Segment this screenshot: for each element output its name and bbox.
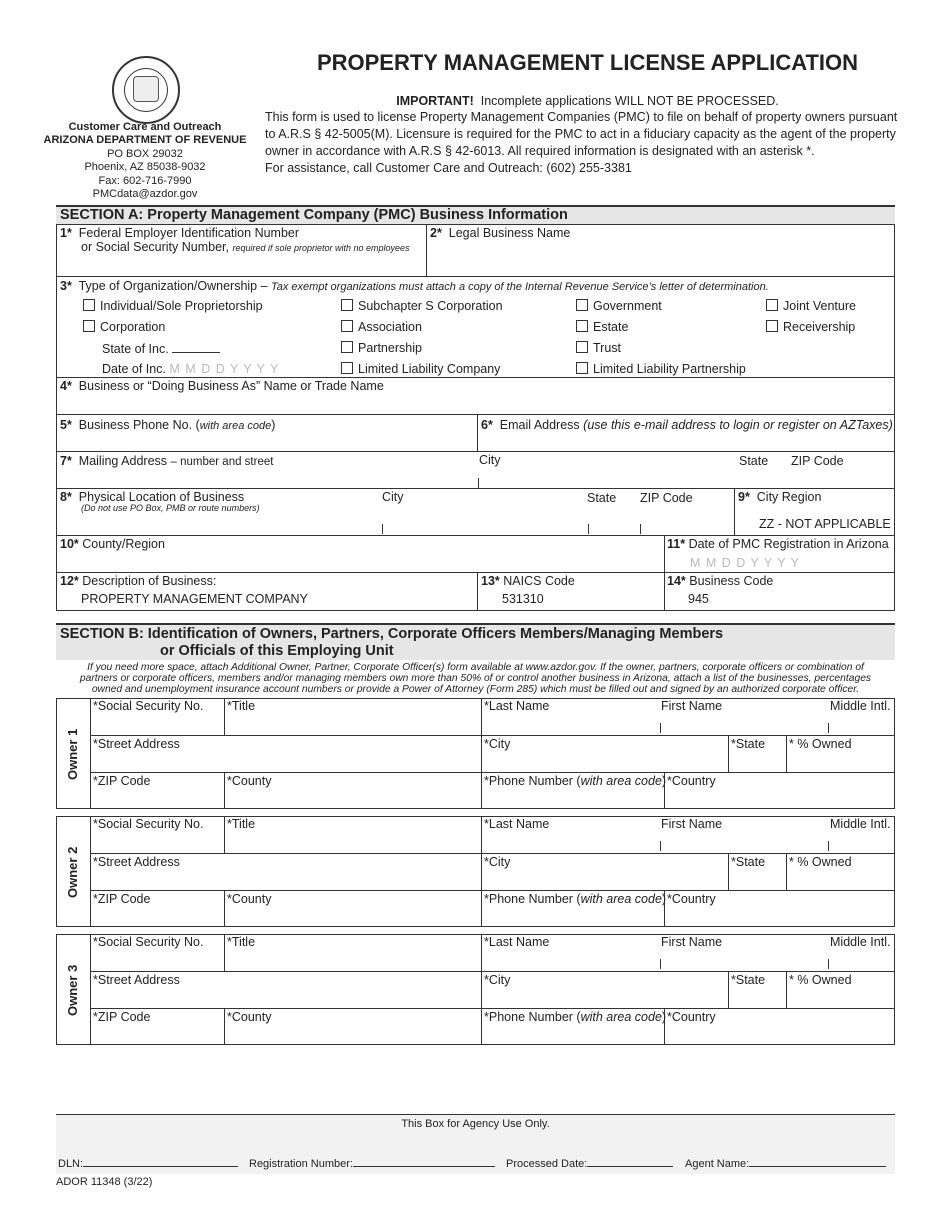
owner-2-city-field[interactable]: *City (484, 855, 511, 869)
owner-2-middle-initial-field[interactable]: Middle Intl. (830, 817, 891, 831)
org-corporation-checkbox[interactable]: Corporation (83, 320, 165, 334)
owner-3-middle-initial-field[interactable]: Middle Intl. (830, 935, 891, 949)
owner-3-block (56, 934, 895, 1045)
org-partnership-checkbox[interactable]: Partnership (341, 341, 422, 355)
physical-location-field[interactable]: 8* Physical Location of Business (60, 490, 245, 504)
owner-3-phone-field[interactable]: *Phone Number (with area code) (484, 1010, 667, 1024)
business-code-value: 945 (688, 592, 709, 606)
intro-text: This form is used to license Property Management Companies (PMC) to file on behalf of property owners pursuant to A.R.S § 42-5005(M). Licensure is required for the PMC to act in a fiduciary capacity as the agent of the property owner in accordance with A.R.S § 42-6013. All required information is designated with an asterisk *. For assistance, call Customer Care and Outreach: (602) 255-3381 (265, 110, 898, 175)
owner-3-first-name-field[interactable]: First Name (661, 935, 723, 949)
org-trust-checkbox[interactable]: Trust (576, 341, 621, 355)
owner-1-percent-owned-field[interactable]: * % Owned (789, 737, 852, 751)
org-individual-checkbox[interactable]: Individual/Sole Proprietorship (83, 299, 263, 313)
fein-field[interactable]: 1* Federal Employer Identification Number (60, 226, 300, 240)
owner-2-phone-field[interactable]: *Phone Number (with area code) (484, 892, 667, 906)
org-type-label: 3* Type of Organization/Ownership – Tax exempt organizations must attach a copy of the Internal Revenue Service’s letter of determination. (60, 279, 769, 293)
owner-2-state-field[interactable]: *State (731, 855, 766, 869)
processed-date-field: Processed Date: (506, 1158, 673, 1170)
agent-name-field: Agent Name: (685, 1158, 886, 1170)
owner-3-zip-field[interactable]: *ZIP Code (93, 1010, 151, 1024)
owner-3-percent-owned-field[interactable]: * % Owned (789, 973, 852, 987)
important-notice: IMPORTANT! Incomplete applications WILL NOT BE PROCESSED. (396, 94, 779, 108)
dln-field: DLN: (58, 1158, 238, 1170)
owner-2-title-field[interactable]: *Title (227, 817, 256, 831)
owner-3-label: Owner 3 (65, 964, 80, 1016)
description-value: PROPERTY MANAGEMENT COMPANY (81, 592, 308, 606)
org-llc-checkbox[interactable]: Limited Liability Company (341, 362, 500, 376)
physical-zip-field[interactable]: ZIP Code (640, 491, 693, 505)
org-subchapter-s-checkbox[interactable]: Subchapter S Corporation (341, 299, 503, 313)
owner-1-street-field[interactable]: *Street Address (93, 737, 180, 751)
mailing-city-field[interactable]: City (479, 453, 501, 467)
owner-2-first-name-field[interactable]: First Name (661, 817, 723, 831)
date-of-inc-field[interactable]: Date of Inc. M M D D Y Y Y Y (102, 362, 280, 376)
owner-1-city-field[interactable]: *City (484, 737, 511, 751)
owner-2-block (56, 816, 895, 927)
owner-2-zip-field[interactable]: *ZIP Code (93, 892, 151, 906)
owner-2-country-field[interactable]: *Country (667, 892, 716, 906)
state-seal-icon (112, 56, 180, 124)
owner-1-country-field[interactable]: *Country (667, 774, 716, 788)
physical-city-field[interactable]: City (382, 490, 404, 504)
pmc-registration-date-field[interactable]: 11* Date of PMC Registration in Arizona (667, 537, 889, 551)
business-phone-field[interactable]: 5* Business Phone No. (with area code) (60, 418, 276, 432)
owner-2-label: Owner 2 (65, 846, 80, 898)
legal-name-field[interactable]: 2* Legal Business Name (430, 226, 571, 240)
county-region-field[interactable]: 10* County/Region (60, 537, 165, 551)
owner-3-ssn-field[interactable]: *Social Security No. (93, 935, 204, 949)
mailing-address-field[interactable]: 7* Mailing Address – number and street (60, 454, 274, 468)
owner-1-label: Owner 1 (65, 728, 80, 780)
owner-2-percent-owned-field[interactable]: * % Owned (789, 855, 852, 869)
org-receivership-checkbox[interactable]: Receivership (766, 320, 855, 334)
section-b-note: If you need more space, attach Additional Owner, Partner, Corporate Officer(s) form available at www.azdor.gov. If the owner, partners, corporate officers or combination of partners or corporate officers, members and/or managing members own more than 50% of or control another business in Arizona, attach a list of the businesses, percentages owned and unemployment insurance account numbers or provide a Power of Attorney (Form 285) which must be filled out and signed by an authorized corporate officer. (79, 662, 872, 695)
city-region-value: ZZ - NOT APPLICABLE (759, 517, 891, 531)
page-title: PROPERTY MANAGEMENT LICENSE APPLICATION (316, 50, 859, 75)
mailing-state-field[interactable]: State (739, 454, 769, 468)
owner-1-block (56, 698, 895, 809)
owner-1-county-field[interactable]: *County (227, 774, 272, 788)
state-of-inc-field[interactable]: State of Inc. (102, 342, 220, 356)
owner-2-last-name-field[interactable]: *Last Name (484, 817, 550, 831)
owner-1-last-name-field[interactable]: *Last Name (484, 699, 550, 713)
owner-1-phone-field[interactable]: *Phone Number (with area code) (484, 774, 667, 788)
section-a-header: SECTION A: Property Management Company (PMC) Business Information (56, 205, 895, 225)
email-field[interactable]: 6* Email Address (use this e-mail address to login or register on AZTaxes) (481, 418, 893, 432)
org-llp-checkbox[interactable]: Limited Liability Partnership (576, 362, 746, 376)
business-code-label: 14* Business Code (667, 574, 774, 588)
owner-1-ssn-field[interactable]: *Social Security No. (93, 699, 204, 713)
mailing-zip-field[interactable]: ZIP Code (791, 454, 844, 468)
owner-3-county-field[interactable]: *County (227, 1010, 272, 1024)
org-joint-venture-checkbox[interactable]: Joint Venture (766, 299, 856, 313)
naics-label: 13* NAICS Code (481, 574, 575, 588)
org-estate-checkbox[interactable]: Estate (576, 320, 628, 334)
section-b-header: SECTION B: Identification of Owners, Partners, Corporate Officers Members/Managing Members or Officials of this Employing Unit (56, 623, 895, 660)
org-association-checkbox[interactable]: Association (341, 320, 422, 334)
owner-1-middle-initial-field[interactable]: Middle Intl. (830, 699, 891, 713)
owner-3-last-name-field[interactable]: *Last Name (484, 935, 550, 949)
owner-3-state-field[interactable]: *State (731, 973, 766, 987)
owner-3-title-field[interactable]: *Title (227, 935, 256, 949)
owner-1-first-name-field[interactable]: First Name (661, 699, 723, 713)
description-label: 12* Description of Business: (60, 574, 217, 588)
owner-1-title-field[interactable]: *Title (227, 699, 256, 713)
agency-address: Customer Care and Outreach ARIZONA DEPARTMENT OF REVENUE PO BOX 29032 Phoenix, AZ 85038-9032 Fax: 602-716-7990 PMCdata@azdor.gov (43, 121, 247, 201)
org-government-checkbox[interactable]: Government (576, 299, 662, 313)
physical-state-field[interactable]: State (587, 491, 617, 505)
naics-value: 531310 (502, 592, 544, 606)
agency-use-label: This Box for Agency Use Only. (401, 1118, 550, 1130)
owner-3-city-field[interactable]: *City (484, 973, 511, 987)
registration-number-field: Registration Number: (249, 1158, 495, 1170)
owner-3-country-field[interactable]: *Country (667, 1010, 716, 1024)
owner-2-county-field[interactable]: *County (227, 892, 272, 906)
owner-2-street-field[interactable]: *Street Address (93, 855, 180, 869)
owner-2-ssn-field[interactable]: *Social Security No. (93, 817, 204, 831)
form-number: ADOR 11348 (3/22) (56, 1176, 153, 1188)
owner-1-state-field[interactable]: *State (731, 737, 766, 751)
owner-3-street-field[interactable]: *Street Address (93, 973, 180, 987)
owner-1-zip-field[interactable]: *ZIP Code (93, 774, 151, 788)
dba-name-field[interactable]: 4* Business or “Doing Business As” Name or Trade Name (60, 379, 384, 393)
city-region-field[interactable]: 9* City Region (738, 490, 822, 504)
